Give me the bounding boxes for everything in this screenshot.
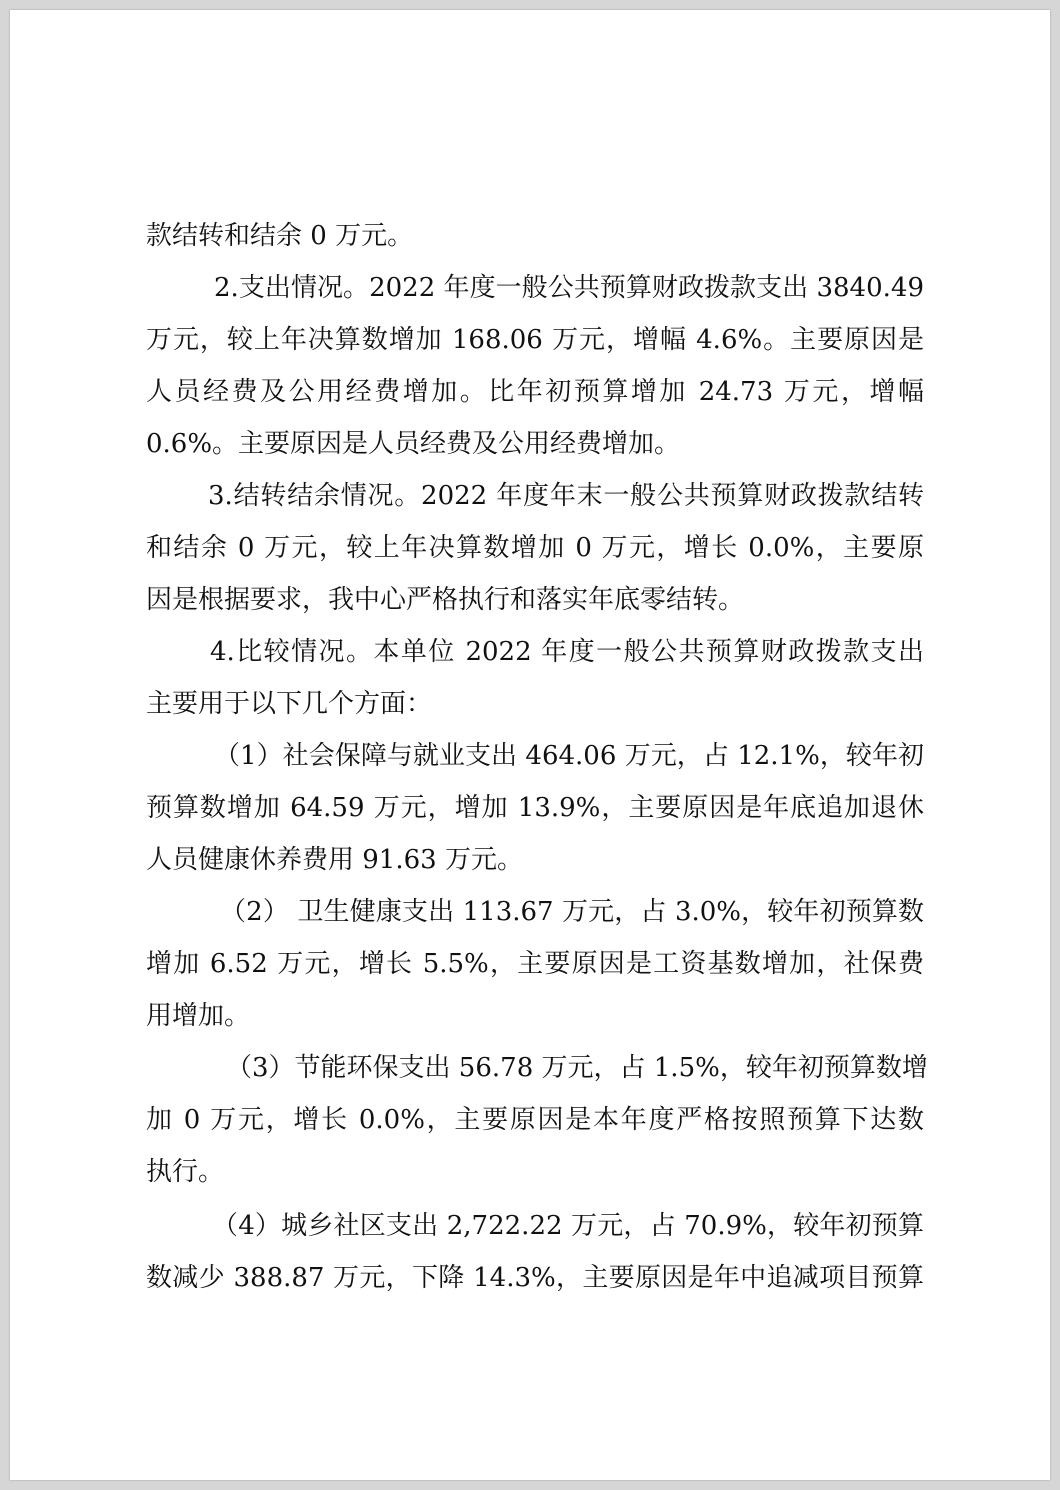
text-line: 加 0 万元，增长 0.0%，主要原因是本年度严格按照预算下达数 (146, 1105, 924, 1135)
text-line: （3）节能环保支出 56.78 万元，占 1.5%，较年初预算数增 (226, 1053, 928, 1083)
text-line: 万元，较上年决算数增加 168.06 万元，增幅 4.6%。主要原因是 (146, 325, 924, 355)
document-page (10, 10, 1050, 1480)
text-line: 人员经费及公用经费增加。比年初预算增加 24.73 万元，增幅 (146, 377, 924, 407)
text-line: 增加 6.52 万元，增长 5.5%，主要原因是工资基数增加，社保费 (146, 949, 924, 979)
text-line: （4）城乡社区支出 2,722.22 万元，占 70.9%，较年初预算 (212, 1211, 924, 1241)
text-line: 0.6%。主要原因是人员经费及公用经费增加。 (146, 429, 681, 459)
text-line: 执行。 (146, 1157, 225, 1187)
text-line: （2） 卫生健康支出 113.67 万元，占 3.0%，较年初预算数 (220, 897, 924, 927)
text-line: 2.支出情况。2022 年度一般公共预算财政拨款支出 3840.49 (214, 273, 924, 303)
text-line: 和结余 0 万元，较上年决算数增加 0 万元，增长 0.0%，主要原 (146, 533, 924, 563)
text-line: 预算数增加 64.59 万元，增加 13.9%，主要原因是年底追加退休 (146, 793, 924, 823)
text-line: 因是根据要求，我中心严格执行和落实年底零结转。 (146, 585, 745, 615)
text-line: 款结转和结余 0 万元。 (146, 221, 414, 251)
text-line: 3.结转结余情况。2022 年度年末一般公共预算财政拨款结转 (208, 481, 924, 511)
text-line: 数减少 388.87 万元，下降 14.3%，主要原因是年中追减项目预算 (146, 1263, 924, 1293)
text-line: 用增加。 (146, 1001, 251, 1031)
text-line: 人员健康休养费用 91.63 万元。 (146, 845, 523, 875)
text-line: （1）社会保障与就业支出 464.06 万元，占 12.1%，较年初 (214, 741, 924, 771)
text-line: 4.比较情况。本单位 2022 年度一般公共预算财政拨款支出 (210, 637, 924, 667)
text-line: 主要用于以下几个方面： (146, 689, 433, 719)
